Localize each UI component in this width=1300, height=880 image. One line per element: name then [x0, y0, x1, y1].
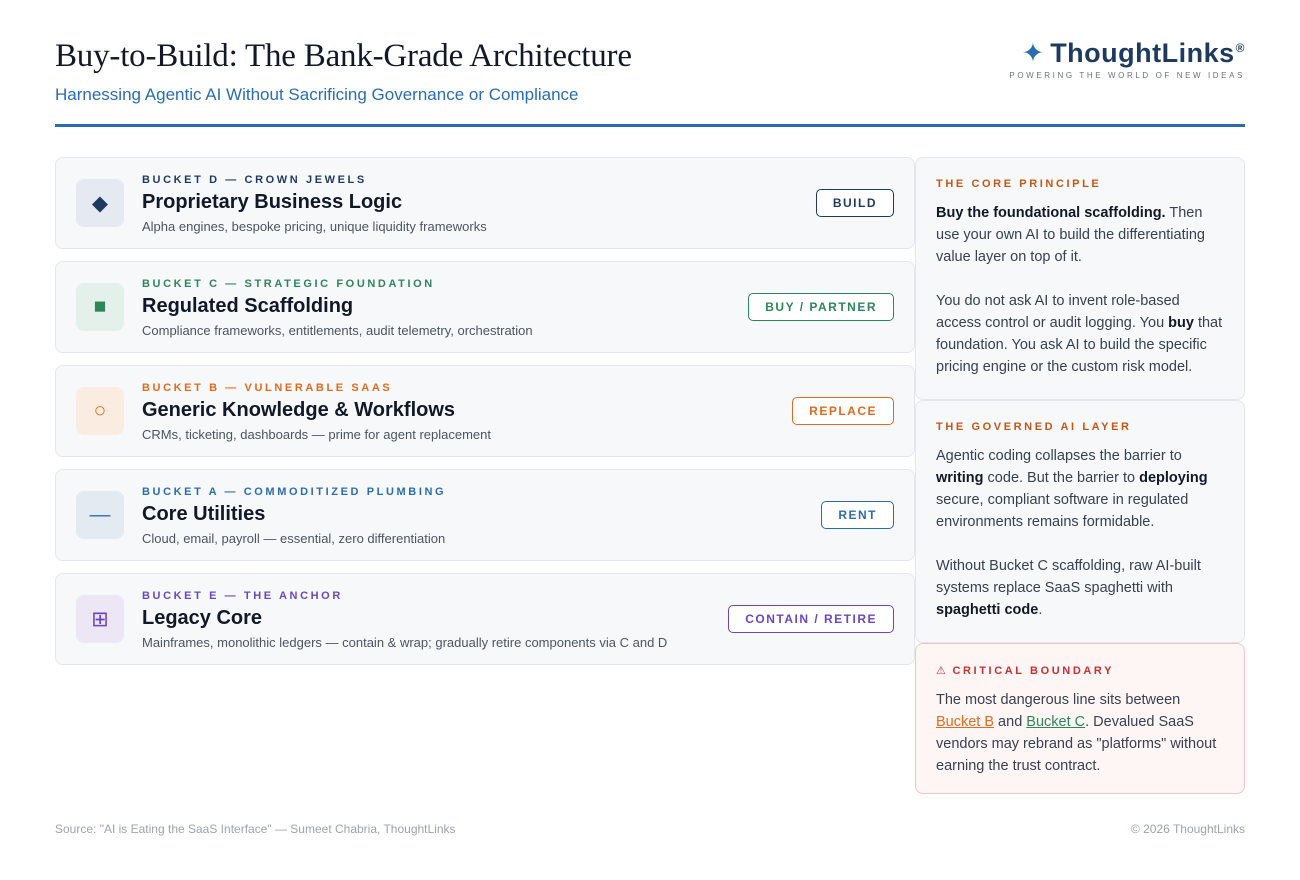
build-button[interactable]: BUILD	[816, 189, 894, 217]
panel-body: Agentic coding collapses the barrier to writing code. But the barrier to deploying secure, compliant software in regulated environments remains formidable. Without Bucket C scaffolding, raw AI-built systems replace SaaS spaghetti with spaghetti code.	[936, 448, 1208, 618]
bucket-title: Legacy Core	[142, 607, 263, 629]
bucket-label: BUCKET C — STRATEGIC FOUNDATION	[142, 278, 435, 290]
panel-body: Buy the foundational scaffolding. Then use your own AI to build the differentiating value layer on top of it. You do not ask AI to invent role-based access control or audit logging. You buy that foundation. You ask AI to build the specific pricing engine or the custom risk model.	[936, 205, 1223, 375]
footer-copyright: © 2026 ThoughtLinks	[1130, 822, 1245, 836]
panel-label: THE GOVERNED AI LAYER	[936, 421, 1132, 433]
diamond-icon: ◆	[76, 179, 124, 227]
square-icon: ■	[76, 283, 124, 331]
bucket-description: Alpha engines, bespoke pricing, unique liquidity frameworks	[142, 219, 487, 234]
page-header	[55, 38, 1245, 105]
panel-label: THE CORE PRINCIPLE	[936, 178, 1102, 190]
bucket-label: BUCKET A — COMMODITIZED PLUMBING	[142, 486, 447, 498]
bucket-label: BUCKET E — THE ANCHOR	[142, 590, 343, 602]
logo-tagline: POWERING THE WORLD OF NEW IDEAS	[1009, 71, 1245, 80]
sidebar-panels	[915, 157, 1245, 794]
bucket-b-link[interactable]: Bucket B	[936, 714, 995, 730]
governed-ai-panel	[915, 400, 1245, 643]
footer-source: Source: "AI is Eating the SaaS Interface" — Sumeet Chabria, ThoughtLinks	[55, 822, 456, 836]
circle-outline-icon: ○	[76, 387, 124, 435]
logo-name: ThoughtLinks®	[1050, 38, 1245, 68]
grid-square-icon: ⊞	[76, 595, 124, 643]
contain-retire-button[interactable]: CONTAIN / RETIRE	[728, 605, 894, 633]
bucket-card-b	[55, 365, 915, 457]
bucket-description: Mainframes, monolithic ledgers — contain & wrap; gradually retire components via C and D	[142, 635, 668, 650]
bucket-description: Cloud, email, payroll — essential, zero differentiation	[142, 531, 446, 546]
replace-button[interactable]: REPLACE	[792, 397, 894, 425]
bucket-title: Core Utilities	[142, 503, 266, 525]
bucket-card-c	[55, 261, 915, 353]
bucket-card-a	[55, 469, 915, 561]
bucket-title: Regulated Scaffolding	[142, 295, 354, 317]
bucket-title: Generic Knowledge & Workflows	[142, 399, 456, 421]
bucket-card-e	[55, 573, 915, 665]
critical-boundary-panel	[915, 643, 1245, 794]
bucket-description: CRMs, ticketing, dashboards — prime for agent replacement	[142, 427, 491, 442]
panel-body: The most dangerous line sits between Bucket B and Bucket C. Devalued SaaS vendors may rebrand as "platforms" without earning the trust contract.	[936, 692, 1217, 774]
page-title: Buy-to-Build: The Bank-Grade Architecture	[55, 38, 632, 74]
bucket-description: Compliance frameworks, entitlements, audit telemetry, orchestration	[142, 323, 533, 338]
warning-icon: ⚠	[936, 665, 949, 677]
bucket-c-link[interactable]: Bucket C	[1026, 714, 1086, 730]
sparkle-star-icon: ✦	[1021, 38, 1045, 68]
core-principle-panel	[915, 157, 1245, 400]
rent-button[interactable]: RENT	[821, 501, 894, 529]
bucket-list	[55, 157, 915, 677]
brand-logo	[1009, 40, 1245, 80]
dash-icon: —	[76, 491, 124, 539]
bucket-label: BUCKET B — VULNERABLE SAAS	[142, 382, 393, 394]
header-divider	[55, 124, 1245, 127]
bucket-title: Proprietary Business Logic	[142, 191, 403, 213]
panel-label: ⚠ CRITICAL BOUNDARY	[936, 665, 1115, 677]
bucket-card-d	[55, 157, 915, 249]
page-subtitle: Harnessing Agentic AI Without Sacrificing Governance or Compliance	[55, 85, 579, 104]
buy-partner-button[interactable]: BUY / PARTNER	[748, 293, 894, 321]
bucket-label: BUCKET D — CROWN JEWELS	[142, 174, 367, 186]
